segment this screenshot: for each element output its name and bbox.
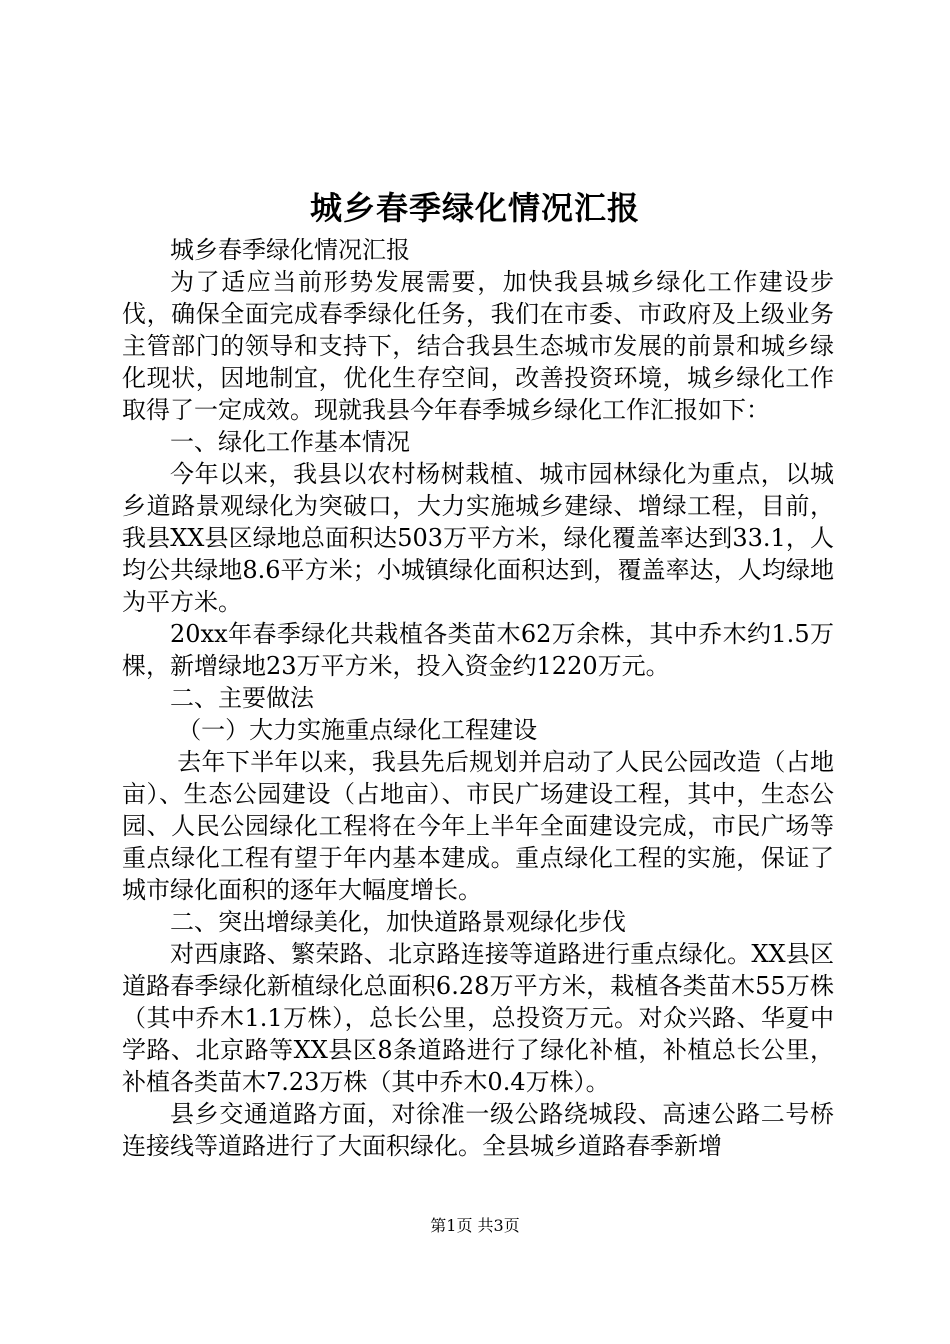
document-body <box>122 234 834 1162</box>
section-heading-road-greening: 二、突出增绿美化，加快道路景观绿化步伐 <box>170 908 626 936</box>
paragraph-heading-repeat: 城乡春季绿化情况汇报 <box>170 236 410 264</box>
document-title: 城乡春季绿化情况汇报 <box>309 189 640 227</box>
subsection-heading-key-projects: （一）大力实施重点绿化工程建设 <box>177 716 538 744</box>
page-number-footer: 第1页 共3页 <box>430 1216 520 1235</box>
paragraph-road-greening: 对西康路、繁荣路、北京路连接等道路进行重点绿化。XX县区道路春季绿化新植绿化总面积6.28万平方米，栽植各类苗木55万株（其中乔木1.1万株），总长公里，总投资万元。对众兴路、华夏中学路、北京路等XX县区8条道路进行了绿化补植，补植总长公里，补植各类苗木7.23万株（其中乔木0.4万株）。 <box>122 940 834 1096</box>
paragraph-key-projects: 去年下半年以来，我县先后规划并启动了人民公园改造（占地亩）、生态公园建设（占地亩）、市民广场建设工程，其中，生态公园、人民公园绿化工程将在今年上半年全面建设完成，市民广场等重点绿化工程有望于年内基本建成。重点绿化工程的实施，保证了城市绿化面积的逐年大幅度增长。 <box>122 748 834 904</box>
section-heading-basic-situation: 一、绿化工作基本情况 <box>170 428 410 456</box>
paragraph-basic-situation: 今年以来，我县以农村杨树栽植、城市园林绿化为重点，以城乡道路景观绿化为突破口，大力实施城乡建绿、增绿工程，目前，我县XX县区绿地总面积达503万平方米，绿化覆盖率达到33.1，人均公共绿地8.6平方米；小城镇绿化面积达到，覆盖率达，人均绿地为平方米。 <box>122 460 834 616</box>
section-heading-main-practices: 二、主要做法 <box>170 684 314 712</box>
paragraph-rural-roads: 县乡交通道路方面，对徐准一级公路绕城段、高速公路二号桥连接线等道路进行了大面积绿化。全县城乡道路春季新增 <box>122 1100 834 1160</box>
paragraph-intro: 为了适应当前形势发展需要，加快我县城乡绿化工作建设步伐，确保全面完成春季绿化任务，我们在市委、市政府及上级业务主管部门的领导和支持下，结合我县生态城市发展的前景和城乡绿化现状，因地制宜，优化生存空间，改善投资环境，城乡绿化工作取得了一定成效。现就我县今年春季城乡绿化工作汇报如下： <box>122 268 834 424</box>
paragraph-spring-stats: 20xx年春季绿化共栽植各类苗木62万余株，其中乔木约1.5万棵，新增绿地23万平方米，投入资金约1220万元。 <box>122 620 834 680</box>
